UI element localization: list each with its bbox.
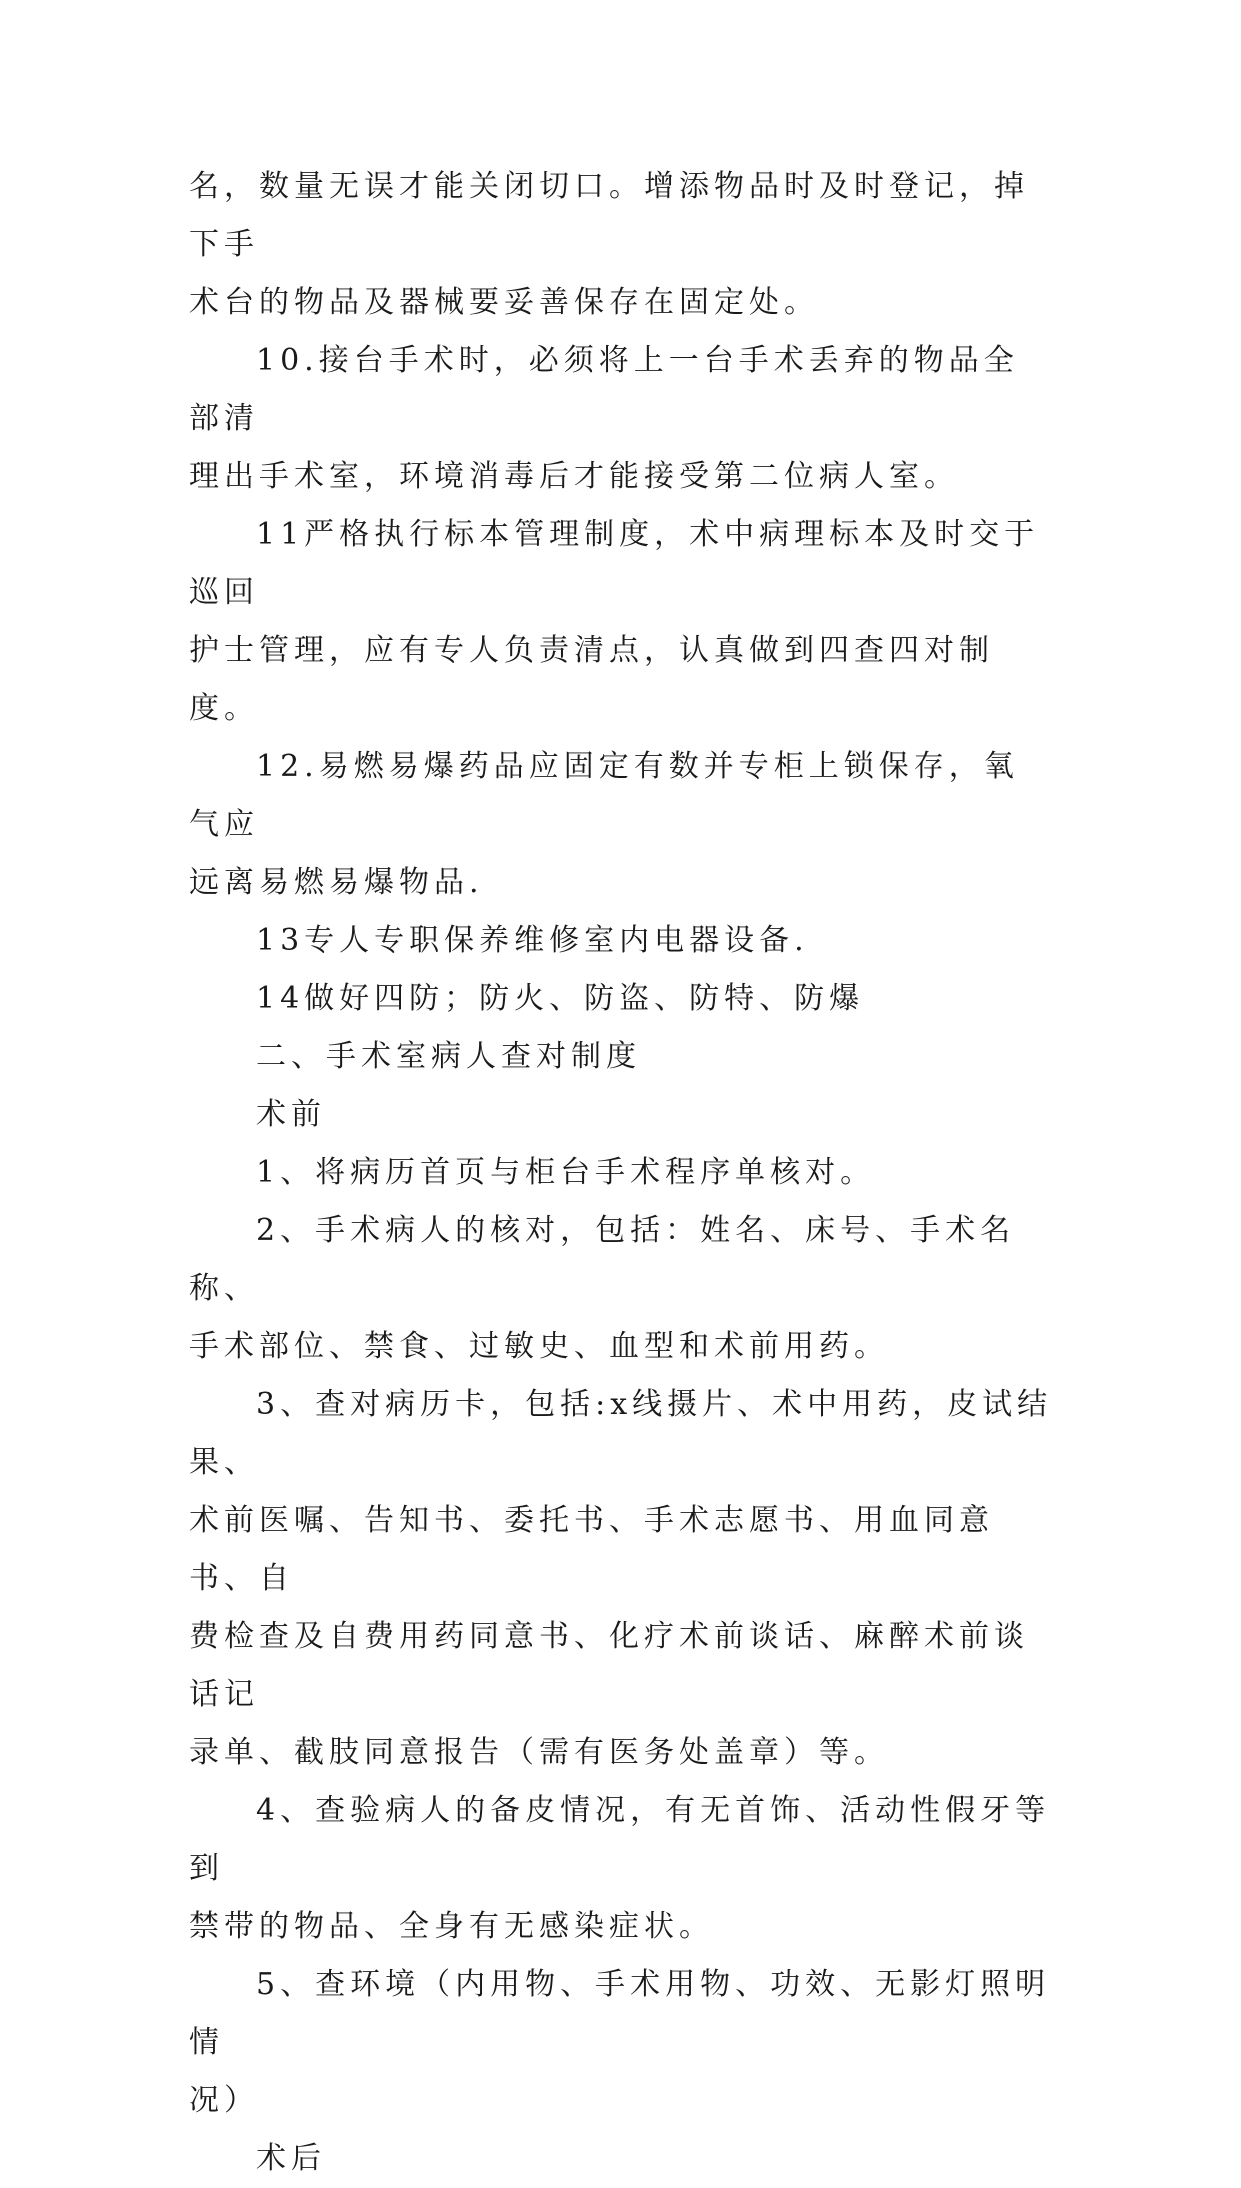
paragraph-item-12: 12.易燃易爆药品应固定有数并专柜上锁保存，氧气应 远离易燃易爆物品. <box>189 749 1019 900</box>
paragraph-preop-2: 2、手术病人的核对，包括：姓名、床号、手术名称、 手术部位、禁食、过敏史、血型和术前用药。 <box>189 1213 1016 1364</box>
paragraph-continuation: 名，数量无误才能关闭切口。增添物品时及时登记，掉下手 术台的物品及器械要妥善保存在固定处。 <box>189 169 1029 320</box>
paragraph-item-14: 14做好四防；防火、防盗、防特、防爆 <box>256 981 865 1016</box>
section-heading: 二、手术室病人查对制度 <box>256 1039 641 1074</box>
paragraph-preop-4: 4、查验病人的备皮情况，有无首饰、活动性假牙等到 禁带的物品、全身有无感染症状。 <box>189 1793 1051 1944</box>
paragraph-item-13: 13专人专职保养维修室内电器设备. <box>256 923 809 958</box>
paragraph-preop-5: 5、查环境（内用物、手术用物、功效、无影灯照明情 况） <box>189 1967 1051 2118</box>
paragraph-item-11: 11严格执行标本管理制度，术中病理标本及时交于巡回 护士管理，应有专人负责清点，认真做到四查四对制度。 <box>189 517 1040 726</box>
document-body <box>189 158 1053 2188</box>
paragraph-preop-3: 3、查对病历卡，包括:x线摄片、术中用药，皮试结果、 术前医嘱、告知书、委托书、手术志愿书、用血同意书、自 费检查及自费用药同意书、化疗术前谈话、麻醉术前谈话记 录单、截肢同意报告（需有医务处盖章）等。 <box>189 1387 1053 1770</box>
subsection-heading-preop: 术前 <box>256 1097 326 1132</box>
paragraph-preop-1: 1、将病历首页与柜台手术程序单核对。 <box>256 1155 876 1190</box>
paragraph-item-10: 10.接台手术时，必须将上一台手术丢弃的物品全部清 理出手术室，环境消毒后才能接受第二位病人室。 <box>189 343 1019 494</box>
subsection-heading-postop: 术后 <box>256 2141 326 2176</box>
